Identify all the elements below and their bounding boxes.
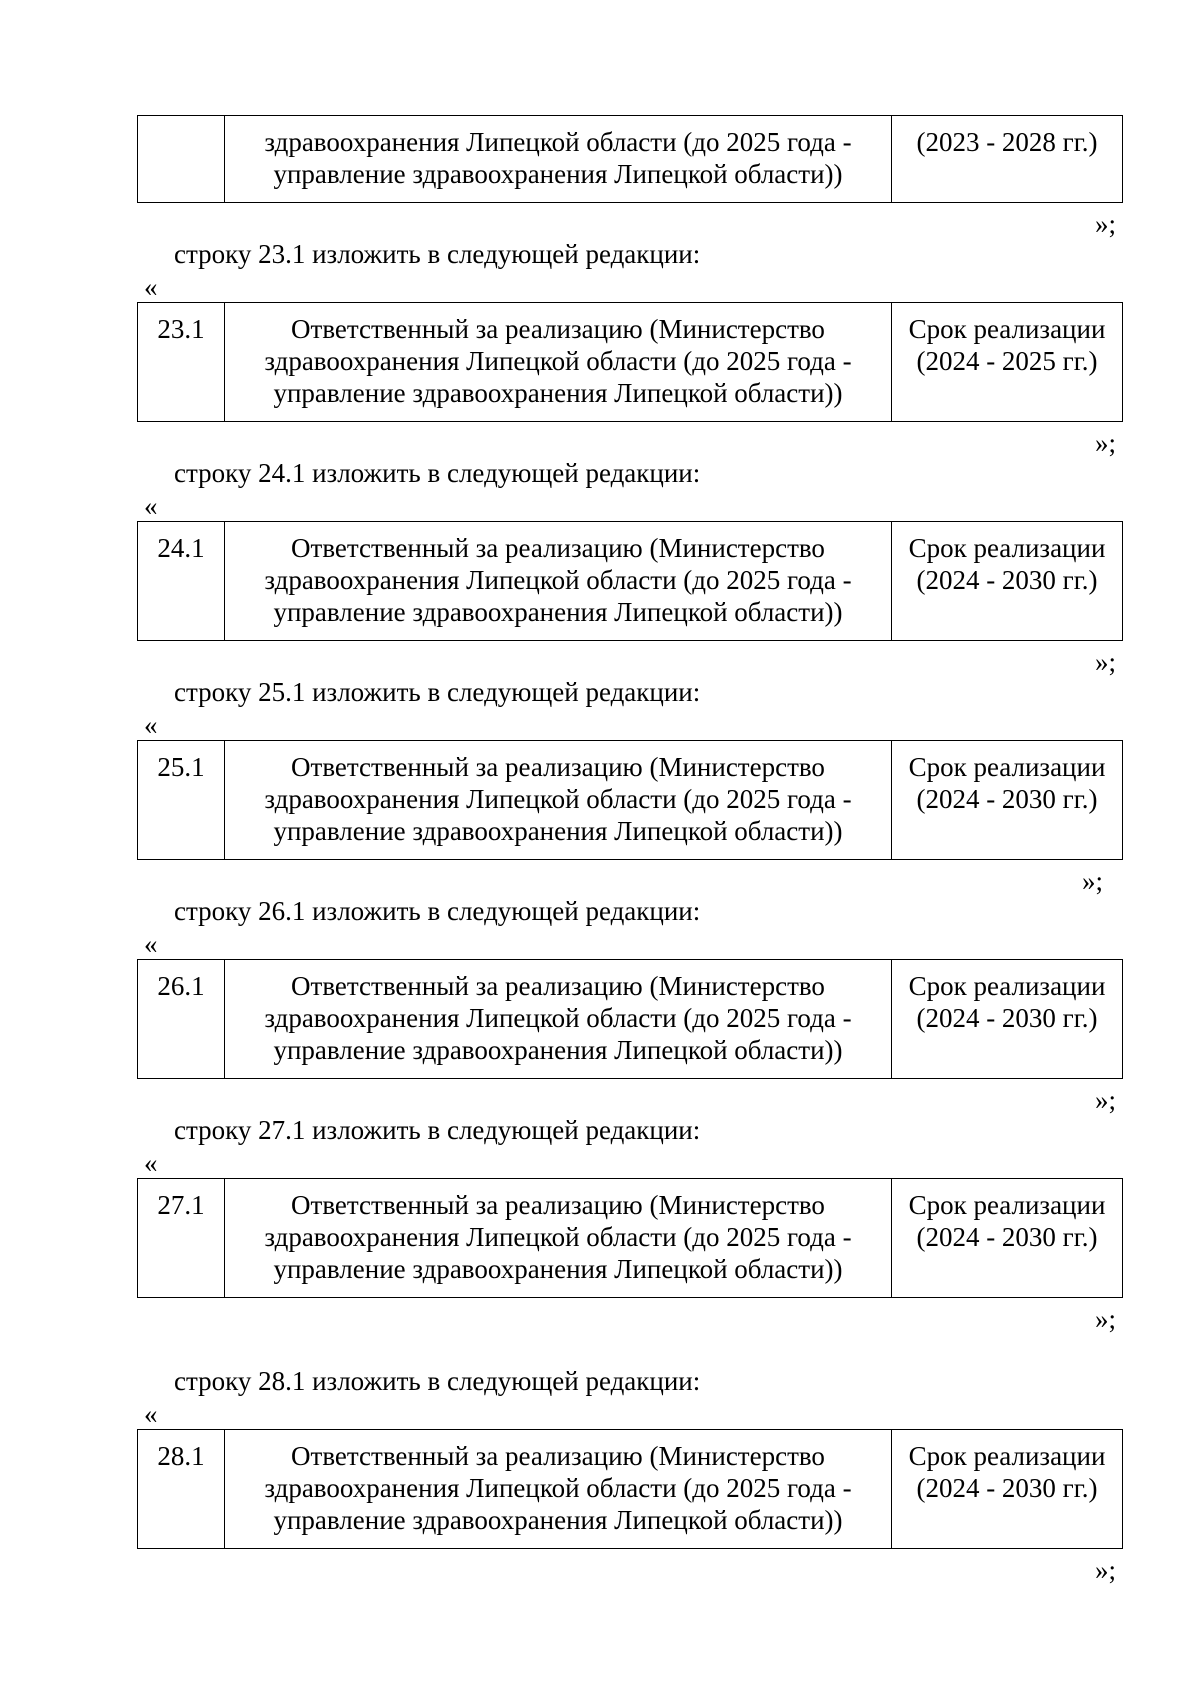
period-text: (2023 - 2028 гг.)	[916, 127, 1098, 157]
period-cell	[892, 1430, 1123, 1549]
closing-quote: »;	[1082, 866, 1104, 896]
closing-quote: »;	[1095, 209, 1117, 239]
table-row	[138, 116, 1123, 203]
row-number: 23.1	[157, 314, 205, 344]
period-cell	[892, 960, 1123, 1079]
responsible-cell	[225, 960, 892, 1079]
table-row	[138, 741, 1123, 860]
responsible-cell	[225, 522, 892, 641]
period-cell	[892, 741, 1123, 860]
instruction-text: строку 24.1 изложить в следующей редакции:	[174, 458, 701, 488]
responsible-text: Ответственный за реализацию (Министерство здравоохранения Липецкой области (до 2025 года - управление здравоохранения Липецкой области))	[264, 314, 852, 408]
period-text: Срок реализации (2024 - 2030 гг.)	[908, 1190, 1106, 1252]
responsible-cell	[225, 116, 892, 203]
period-text: Срок реализации (2024 - 2030 гг.)	[908, 533, 1106, 595]
period-text: Срок реализации (2024 - 2030 гг.)	[908, 971, 1106, 1033]
responsible-text: Ответственный за реализацию (Министерство здравоохранения Липецкой области (до 2025 года - управление здравоохранения Липецкой области))	[264, 1441, 852, 1535]
table-row	[138, 303, 1123, 422]
row-number-cell	[138, 960, 225, 1079]
opening-quote: «	[144, 1148, 158, 1178]
closing-quote: »;	[1095, 1304, 1117, 1334]
replacement-table	[137, 521, 1123, 641]
responsible-text: Ответственный за реализацию (Министерство здравоохранения Липецкой области (до 2025 года - управление здравоохранения Липецкой области))	[264, 752, 852, 846]
responsible-cell	[225, 1179, 892, 1298]
opening-quote: «	[144, 1399, 158, 1429]
closing-quote: »;	[1095, 428, 1117, 458]
table-row	[138, 1179, 1123, 1298]
period-text: Срок реализации (2024 - 2030 гг.)	[908, 752, 1106, 814]
table-row	[138, 522, 1123, 641]
row-number-cell	[138, 741, 225, 860]
period-text: Срок реализации (2024 - 2030 гг.)	[908, 1441, 1106, 1503]
replacement-table	[137, 959, 1123, 1079]
opening-quote: «	[144, 491, 158, 521]
responsible-text: Ответственный за реализацию (Министерство здравоохранения Липецкой области (до 2025 года - управление здравоохранения Липецкой области))	[264, 971, 852, 1065]
responsible-text: Ответственный за реализацию (Министерство здравоохранения Липецкой области (до 2025 года - управление здравоохранения Липецкой области))	[264, 533, 852, 627]
replacement-table	[137, 1429, 1123, 1549]
responsible-cell	[225, 1430, 892, 1549]
instruction-text: строку 27.1 изложить в следующей редакции:	[174, 1115, 701, 1145]
period-text: Срок реализации (2024 - 2025 гг.)	[908, 314, 1106, 376]
instruction-text: строку 23.1 изложить в следующей редакции:	[174, 239, 701, 269]
table-row	[138, 960, 1123, 1079]
row-number-cell	[138, 522, 225, 641]
replacement-table	[137, 740, 1123, 860]
row-number: 27.1	[157, 1190, 205, 1220]
closing-quote: »;	[1095, 1085, 1117, 1115]
instruction-text: строку 28.1 изложить в следующей редакции:	[174, 1366, 701, 1396]
responsible-text: Ответственный за реализацию (Министерство здравоохранения Липецкой области (до 2025 года - управление здравоохранения Липецкой области))	[264, 1190, 852, 1284]
instruction-text: строку 25.1 изложить в следующей редакции:	[174, 677, 701, 707]
opening-quote: «	[144, 710, 158, 740]
row-number-cell	[138, 303, 225, 422]
continuation-table	[137, 115, 1123, 203]
row-number: 26.1	[157, 971, 205, 1001]
instruction-text: строку 26.1 изложить в следующей редакции:	[174, 896, 701, 926]
period-cell	[892, 303, 1123, 422]
period-cell	[892, 522, 1123, 641]
replacement-table	[137, 1178, 1123, 1298]
opening-quote: «	[144, 272, 158, 302]
responsible-cell	[225, 303, 892, 422]
row-number: 28.1	[157, 1441, 205, 1471]
closing-quote: »;	[1095, 647, 1117, 677]
opening-quote: «	[144, 929, 158, 959]
row-number-cell	[138, 1430, 225, 1549]
responsible-text: здравоохранения Липецкой области (до 2025 года - управление здравоохранения Липецкой области))	[264, 127, 852, 189]
row-number: 24.1	[157, 533, 205, 563]
responsible-cell	[225, 741, 892, 860]
row-number-cell	[138, 1179, 225, 1298]
period-cell	[892, 1179, 1123, 1298]
period-cell	[892, 116, 1123, 203]
closing-quote: »;	[1095, 1555, 1117, 1585]
replacement-table	[137, 302, 1123, 422]
row-number: 25.1	[157, 752, 205, 782]
row-number-cell	[138, 116, 225, 203]
table-row	[138, 1430, 1123, 1549]
